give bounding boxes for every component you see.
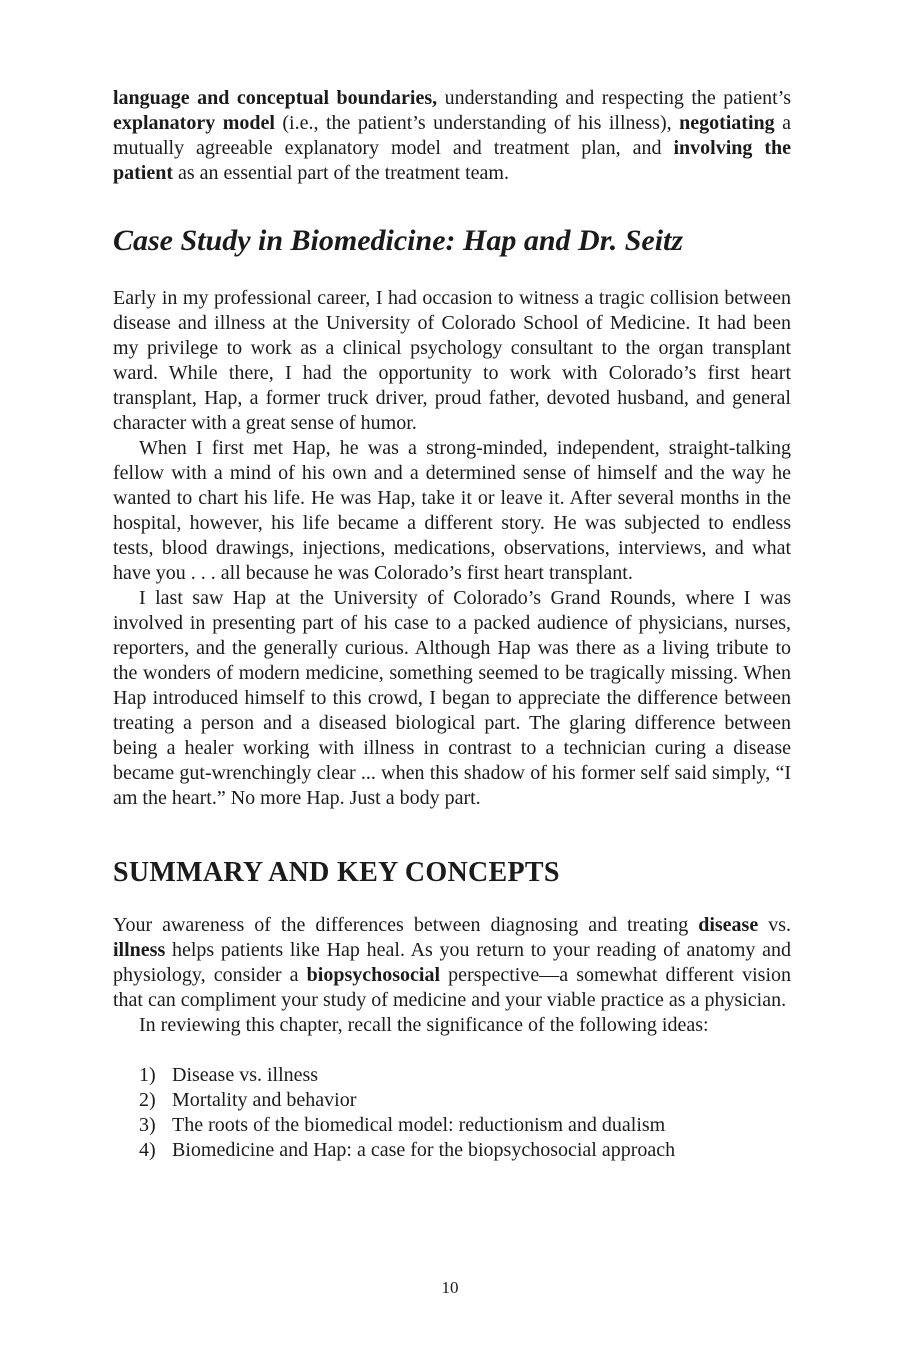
case-study-section	[113, 286, 791, 811]
key-concepts-list	[113, 1063, 791, 1163]
list-item-text: Disease vs. illness	[172, 1064, 319, 1086]
list-item-text: Biomedicine and Hap: a case for the biopsychosocial approach	[172, 1139, 676, 1161]
summary-heading: SUMMARY AND KEY CONCEPTS	[113, 857, 560, 888]
list-item-number: 3)	[139, 1114, 156, 1136]
page-content	[113, 0, 791, 1163]
list-item-text: Mortality and behavior	[172, 1089, 357, 1111]
reviewing-line: In reviewing this chapter, recall the significance of the following ideas:	[139, 1014, 709, 1036]
list-item	[139, 1088, 791, 1113]
list-item	[139, 1063, 791, 1088]
list-item	[139, 1113, 791, 1138]
case-study-heading: Case Study in Biomedicine: Hap and Dr. Seitz	[113, 224, 684, 257]
list-item	[139, 1138, 791, 1163]
summary-paragraph: Your awareness of the differences between diagnosing and treating disease vs. illness helps patients like Hap heal. As you return to your reading of anatomy and physiology, consider a biopsychosocial perspective—a somewhat different vision that can compliment your study of medicine and your viable practice as a physician.	[113, 914, 791, 1011]
list-item-number: 1)	[139, 1064, 156, 1086]
list-item-text: The roots of the biomedical model: reductionism and dualism	[172, 1114, 666, 1136]
intro-paragraph: language and conceptual boundaries, understanding and respecting the patient’s explanatory model (i.e., the patient’s understanding of his illness), negotiating a mutually agreeable explanatory model and treatment plan, and involving the patient as an essential part of the treatment team.	[113, 87, 792, 184]
case-study-paragraph-2: When I first met Hap, he was a strong-minded, independent, straight-talking fellow with a mind of his own and a determined sense of himself and the way he wanted to chart his life. He was Hap, take it or leave it. After several months in the hospital, however, his life became a different story. He was subjected to endless tests, blood drawings, injections, medications, observations, interviews, and what have you . . . all because he was Colorado’s first heart transplant.	[113, 437, 791, 584]
list-item-number: 2)	[139, 1089, 156, 1111]
list-item-number: 4)	[139, 1139, 156, 1161]
case-study-paragraph-1: Early in my professional career, I had occasion to witness a tragic collision between disease and illness at the University of Colorado School of Medicine. It had been my privilege to work as a clinical psychology consultant to the organ transplant ward. While there, I had the opportunity to work with Colorado’s first heart transplant, Hap, a former truck driver, proud father, devoted husband, and general character with a great sense of humor.	[113, 287, 791, 434]
case-study-paragraph-3: I last saw Hap at the University of Colorado’s Grand Rounds, where I was involved in presenting part of his case to a packed audience of physicians, nurses, reporters, and the generally curious. Although Hap was there as a living tribute to the wonders of modern medicine, something seemed to be tragically missing. When Hap introduced himself to this crowd, I began to appreciate the difference between treating a person and a diseased biological part. The glaring difference between being a healer working with illness in contrast to a technician curing a disease became gut-wrenchingly clear ... when this shadow of his former self said simply, “I am the heart.” No more Hap. Just a body part.	[113, 587, 791, 809]
page-number: 10	[441, 1278, 459, 1297]
